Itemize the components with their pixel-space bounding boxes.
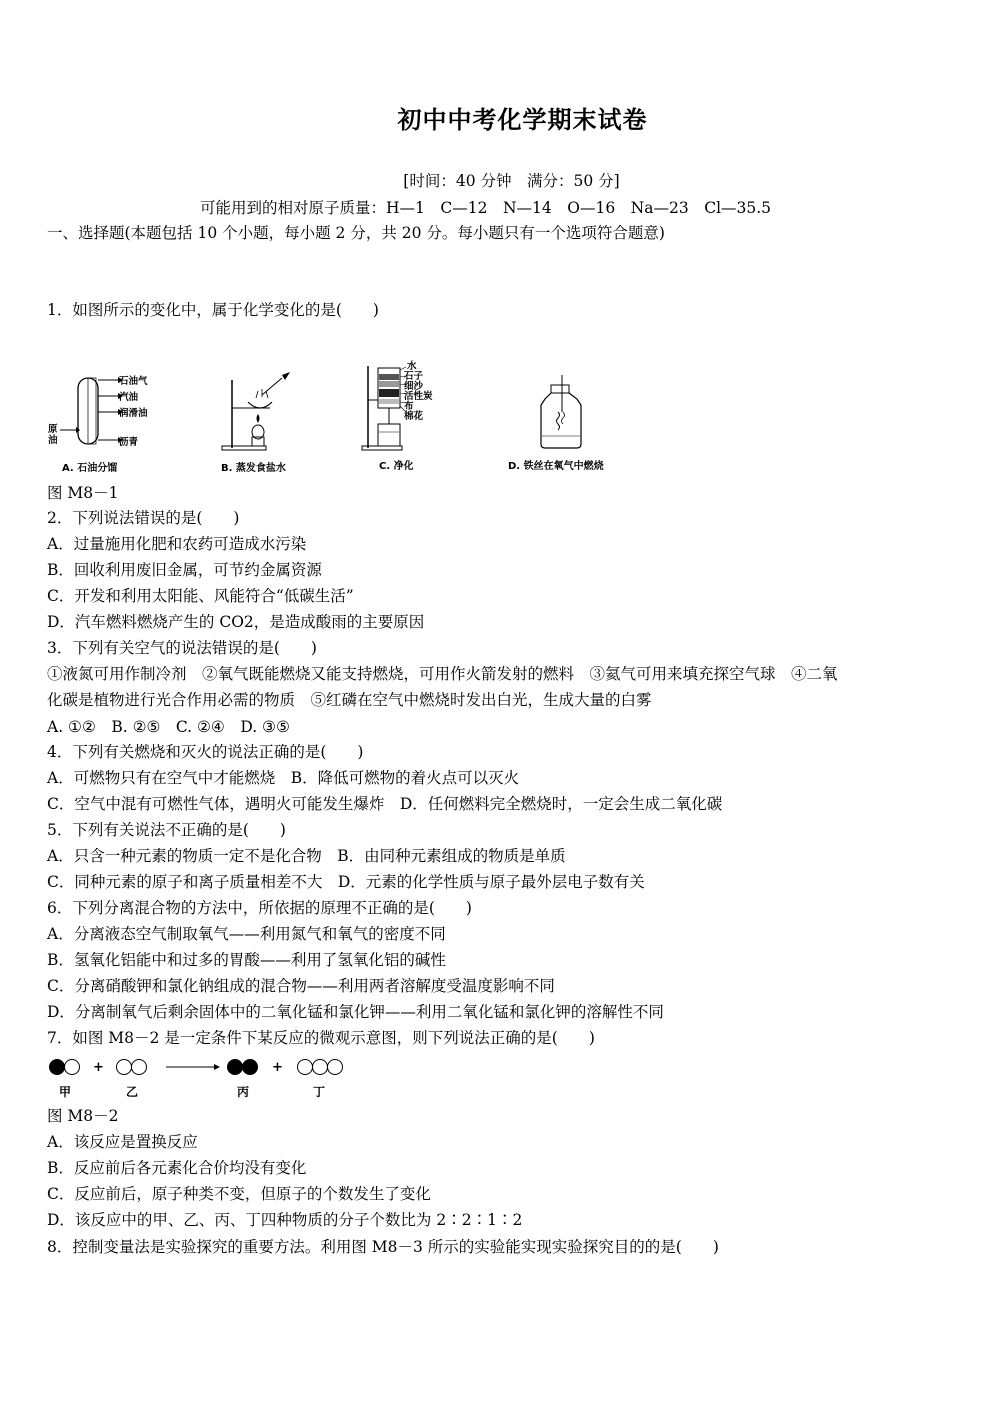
q6-stem: 6．下列分离混合物的方法中，所依据的原理不正确的是( ) bbox=[47, 899, 472, 917]
fig-b-caption: B. 蒸发食盐水 bbox=[221, 463, 286, 474]
label-activated-carbon: 活性炭 bbox=[404, 391, 433, 402]
q4-stem: 4．下列有关燃烧和灭火的说法正确的是( ) bbox=[47, 743, 364, 761]
q2-option-a: A．过量施用化肥和农药可造成水污染 bbox=[47, 535, 307, 553]
label-jia: 甲 bbox=[59, 1085, 72, 1099]
q1-figure-caption: 图 M8－1 bbox=[47, 484, 119, 502]
q7-figure-caption: 图 M8－2 bbox=[47, 1107, 119, 1125]
q2-option-b: B．回收利用废旧金属，可节约金属资源 bbox=[47, 561, 322, 579]
label-gasoline: 汽油 bbox=[119, 392, 139, 403]
q2-option-d: D．汽车燃料燃烧产生的 CO2，是造成酸雨的主要原因 bbox=[47, 613, 425, 631]
q6-option-b: B．氢氧化铝能中和过多的胃酸——利用了氢氧化铝的碱性 bbox=[47, 951, 446, 969]
label-asphalt: 沥青 bbox=[119, 437, 139, 448]
label-water: 水 bbox=[407, 361, 417, 372]
q7-option-a: A．该反应是置换反应 bbox=[47, 1133, 198, 1151]
fig-d-caption: D. 铁丝在氧气中燃烧 bbox=[508, 461, 604, 472]
q5-options-ab: A．只含一种元素的物质一定不是化合物 B．由同种元素组成的物质是单质 bbox=[47, 847, 566, 865]
page-title: 初中中考化学期末试卷 bbox=[397, 106, 648, 134]
fig-a-caption: A. 石油分馏 bbox=[62, 463, 118, 474]
q4-options-cd: C．空气中混有可燃性气体，遇明火可能发生爆炸 D．任何燃料完全燃烧时，一定会生成二氧化碳 bbox=[47, 795, 723, 813]
plus-sign-1: + bbox=[93, 1060, 104, 1075]
q2-option-c: C．开发和利用太阳能、风能符合“低碳生活” bbox=[47, 587, 354, 605]
q4-options-ab: A．可燃物只有在空气中才能燃烧 B．降低可燃物的着火点可以灭火 bbox=[47, 769, 520, 787]
q7-option-d: D．该反应中的甲、乙、丙、丁四种物质的分子个数比为 2∶2∶1∶2 bbox=[47, 1211, 523, 1229]
q6-option-c: C．分离硝酸钾和氯化钠组成的混合物——利用两者溶解度受温度影响不同 bbox=[47, 977, 555, 995]
fig-c-caption: C. 净化 bbox=[379, 461, 414, 472]
label-yi: 乙 bbox=[126, 1085, 139, 1099]
q6-option-d: D．分离制氧气后剩余固体中的二氧化锰和氯化钾——利用二氧化锰和氯化钾的溶解性不同 bbox=[47, 1003, 664, 1021]
q3-statements-line1: ①液氮可用作制冷剂 ②氧气既能燃烧又能支持燃烧，可用作火箭发射的燃料 ③氦气可用来填充探空气球 ④二氧 bbox=[47, 665, 838, 683]
q5-stem: 5．下列有关说法不正确的是( ) bbox=[47, 821, 286, 839]
label-ding: 丁 bbox=[313, 1085, 326, 1099]
time-score-line: [时间：40 分钟 满分：50 分] bbox=[403, 172, 620, 190]
section-heading: 一、选择题(本题包括 10 个小题，每小题 2 分，共 20 分。每小题只有一个选项符合题意) bbox=[47, 224, 665, 242]
atomic-masses-line: 可能用到的相对原子质量：H—1 C—12 N—14 O—16 Na—23 Cl—35.5 bbox=[200, 199, 772, 217]
q7-option-b: B．反应前后各元素化合价均没有变化 bbox=[47, 1159, 307, 1177]
q6-option-a: A．分离液态空气制取氧气——利用氮气和氧气的密度不同 bbox=[47, 925, 446, 943]
label-crude-oil: 原油 bbox=[48, 424, 58, 446]
q3-options: A. ①② B. ②⑤ C. ②④ D. ③⑤ bbox=[47, 718, 290, 736]
q3-statements-line2: 化碳是植物进行光合作用必需的物质 ⑤红磷在空气中燃烧时发出白光，生成大量的白雾 bbox=[47, 691, 652, 709]
q7-option-c: C．反应前后，原子种类不变，但原子的个数发生了变化 bbox=[47, 1185, 431, 1203]
q3-stem: 3．下列有关空气的说法错误的是( ) bbox=[47, 639, 317, 657]
label-cloth: 布 bbox=[404, 401, 414, 412]
q2-stem: 2．下列说法错误的是( ) bbox=[47, 509, 240, 527]
label-lubricant: 润滑油 bbox=[119, 408, 148, 419]
q1-stem: 1．如图所示的变化中，属于化学变化的是( ) bbox=[47, 301, 379, 319]
label-petroleum-gas: 石油气 bbox=[119, 376, 148, 387]
q8-stem: 8．控制变量法是实验探究的重要方法。利用图 M8－3 所示的实验能实现实验探究目的的是( ) bbox=[47, 1238, 719, 1256]
label-stones: 石子 bbox=[404, 371, 424, 382]
label-fine-sand: 细沙 bbox=[404, 381, 424, 392]
q7-stem: 7．如图 M8－2 是一定条件下某反应的微观示意图，则下列说法正确的是( ) bbox=[47, 1029, 595, 1047]
q5-options-cd: C．同种元素的原子和离子质量相差不大 D．元素的化学性质与原子最外层电子数有关 bbox=[47, 873, 645, 891]
plus-sign-2: + bbox=[272, 1060, 283, 1075]
label-cotton: 棉花 bbox=[404, 411, 424, 422]
label-bing: 丙 bbox=[237, 1085, 250, 1099]
